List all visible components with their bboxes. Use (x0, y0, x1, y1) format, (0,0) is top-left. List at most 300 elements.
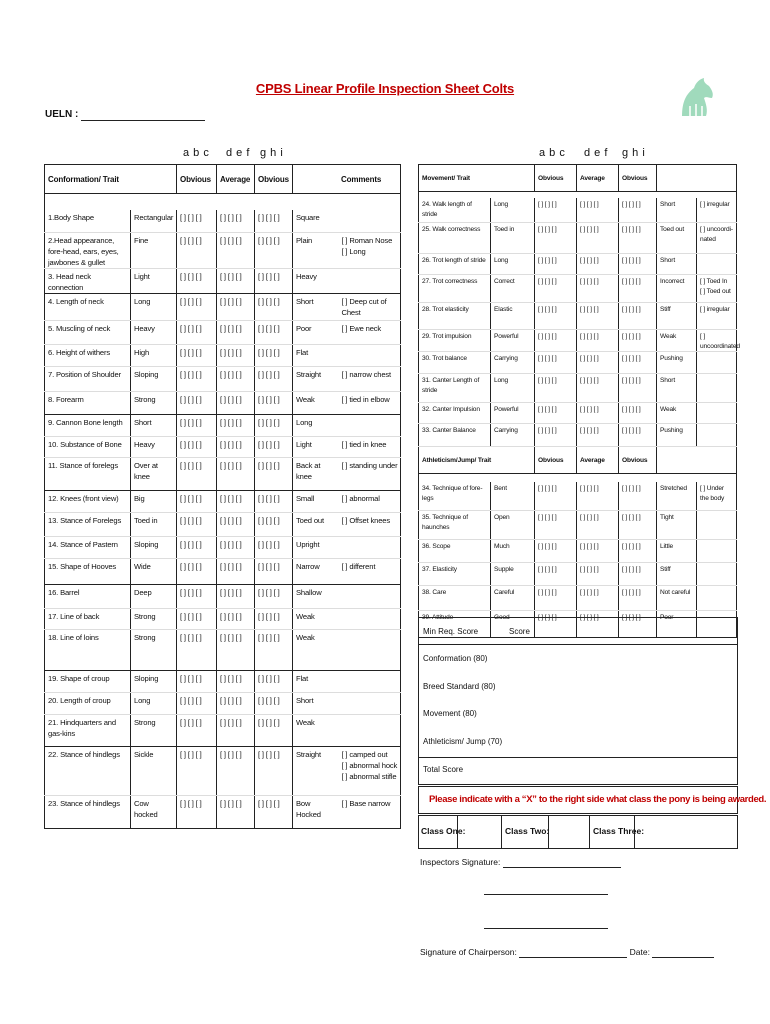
checkbox-group-abc[interactable]: [ ] [ ] [ ] (535, 540, 577, 563)
checkbox-group-def[interactable]: [ ] [ ] [ ] (577, 330, 619, 352)
checkbox-group-abc[interactable]: [ ] [ ] [ ] (177, 796, 217, 829)
conformation-row (45, 415, 401, 437)
checkbox-group-def[interactable]: [ ] [ ] [ ] (577, 254, 619, 275)
checkbox-group-def[interactable]: [ ] [ ] [ ] (217, 233, 255, 269)
checkbox-group-ghi[interactable]: [ ] [ ] [ ] (255, 415, 293, 437)
checkbox-group-def[interactable]: [ ] [ ] [ ] (217, 437, 255, 458)
conformation-row (45, 437, 401, 458)
athleticism-row (419, 511, 737, 540)
pony-logo-icon (676, 76, 718, 118)
checkbox-group-abc[interactable]: [ ] [ ] [ ] (177, 609, 217, 630)
trait-header: Conformation/ Trait (45, 165, 177, 194)
trait-obvious-a: Deep (131, 585, 177, 609)
checkbox-group-ghi[interactable]: [ ] [ ] [ ] (255, 513, 293, 537)
checkbox-group-abc[interactable]: [ ] [ ] [ ] (177, 345, 217, 367)
inspectors-signature[interactable] (420, 857, 621, 868)
obvious-header-g: Obvious (255, 165, 293, 194)
trait-name: 17. Line of back (45, 609, 131, 630)
checkbox-group-abc[interactable]: [ ] [ ] [ ] (177, 747, 217, 796)
checkbox-group-def[interactable]: [ ] [ ] [ ] (577, 303, 619, 330)
trait-comment[interactable] (697, 403, 737, 424)
checkbox-group-ghi[interactable]: [ ] [ ] [ ] (255, 609, 293, 630)
trait-obvious-a: Toed in (491, 223, 535, 254)
checkbox-group-abc[interactable]: [ ] [ ] [ ] (177, 513, 217, 537)
trait-obvious-g: Weak (293, 630, 339, 671)
checkbox-group-ghi[interactable]: [ ] [ ] [ ] (255, 796, 293, 829)
conformation-score[interactable]: Conformation (80) (423, 654, 488, 663)
trait-name: 13. Stance of Forelegs (45, 513, 131, 537)
trait-comment[interactable] (339, 537, 401, 559)
checkbox-group-def[interactable]: [ ] [ ] [ ] (217, 796, 255, 829)
checkbox-group-ghi[interactable]: [ ] [ ] [ ] (619, 198, 657, 223)
page-title: CPBS Linear Profile Inspection Sheet Colts (255, 81, 515, 96)
signature-line-3[interactable] (484, 920, 608, 929)
ueln-label: UELN : (45, 109, 79, 120)
checkbox-group-ghi[interactable]: [ ] [ ] [ ] (619, 611, 657, 638)
trait-name: 30. Trot balance (419, 352, 491, 374)
trait-comment[interactable] (339, 585, 401, 609)
trait-name: 6. Height of withers (45, 345, 131, 367)
checkbox-group-def[interactable]: [ ] [ ] [ ] (577, 352, 619, 374)
checkbox-group-ghi[interactable]: [ ] [ ] [ ] (619, 586, 657, 611)
trait-obvious-a: Wide (131, 559, 177, 585)
trait-comment[interactable]: [ ] irregular (697, 198, 737, 223)
notice-box (418, 786, 767, 814)
trait-comment[interactable] (339, 210, 401, 233)
trait-obvious-a: Strong (131, 609, 177, 630)
checkbox-group-abc[interactable]: [ ] [ ] [ ] (177, 437, 217, 458)
checkbox-group-def[interactable]: [ ] [ ] [ ] (217, 693, 255, 715)
checkbox-group-def[interactable]: [ ] [ ] [ ] (577, 198, 619, 223)
checkbox-group-ghi[interactable]: [ ] [ ] [ ] (255, 715, 293, 747)
checkbox-group-abc[interactable]: [ ] [ ] [ ] (177, 392, 217, 415)
checkbox-group-ghi[interactable]: [ ] [ ] [ ] (619, 275, 657, 303)
class-two-box[interactable] (501, 816, 549, 848)
checkbox-group-def[interactable]: [ ] [ ] [ ] (217, 321, 255, 345)
checkbox-group-def[interactable]: [ ] [ ] [ ] (217, 392, 255, 415)
checkbox-group-abc[interactable]: [ ] [ ] [ ] (177, 269, 217, 294)
checkbox-group-def[interactable]: [ ] [ ] [ ] (577, 275, 619, 303)
checkbox-group-abc[interactable]: [ ] [ ] [ ] (177, 693, 217, 715)
checkbox-group-ghi[interactable]: [ ] [ ] [ ] (619, 374, 657, 403)
trait-obvious-g: Shallow (293, 585, 339, 609)
checkbox-group-def[interactable]: [ ] [ ] [ ] (577, 563, 619, 586)
movement-score[interactable]: Movement (80) (423, 709, 477, 718)
checkbox-group-def[interactable]: [ ] [ ] [ ] (217, 609, 255, 630)
trait-comment[interactable]: [ ] uncoordi-nated (697, 223, 737, 254)
trait-obvious-a: Cow hocked (131, 796, 177, 829)
trait-obvious-a: Sloping (131, 537, 177, 559)
checkbox-group-abc[interactable]: [ ] [ ] [ ] (535, 198, 577, 223)
checkbox-group-ghi[interactable]: [ ] [ ] [ ] (255, 392, 293, 415)
conformation-row (45, 345, 401, 367)
checkbox-group-ghi[interactable]: [ ] [ ] [ ] (619, 403, 657, 424)
checkbox-group-abc[interactable]: [ ] [ ] [ ] (177, 458, 217, 491)
checkbox-group-def[interactable]: [ ] [ ] [ ] (217, 294, 255, 321)
conformation-row (45, 585, 401, 609)
checkbox-group-ghi[interactable]: [ ] [ ] [ ] (255, 585, 293, 609)
trait-comment[interactable] (339, 630, 401, 671)
score-label: Score (509, 627, 530, 636)
checkbox-group-abc[interactable]: [ ] [ ] [ ] (177, 671, 217, 693)
trait-obvious-g: Pushing (657, 352, 697, 374)
chairperson-signature[interactable] (420, 947, 714, 958)
checkbox-group-def[interactable]: [ ] [ ] [ ] (217, 210, 255, 233)
checkbox-group-ghi[interactable]: [ ] [ ] [ ] (619, 223, 657, 254)
trait-obvious-g: Incorrect (657, 275, 697, 303)
trait-comment[interactable] (697, 511, 737, 540)
checkbox-group-def[interactable]: [ ] [ ] [ ] (217, 671, 255, 693)
trait-name: 8. Forearm (45, 392, 131, 415)
trait-obvious-a: Fine (131, 233, 177, 269)
athleticism-score[interactable]: Athleticism/ Jump (70) (423, 737, 503, 746)
trait-comment[interactable]: [ ] uncoordinated (697, 330, 737, 352)
trait-comment[interactable] (339, 693, 401, 715)
trait-name: 11. Stance of forelegs (45, 458, 131, 491)
trait-comment[interactable]: [ ] irregular (697, 303, 737, 330)
trait-comment[interactable] (339, 609, 401, 630)
athleticism-header-row (419, 447, 737, 474)
trait-obvious-g: Weak (657, 403, 697, 424)
ueln-line (81, 109, 205, 121)
trait-name: 21. Hindquarters and gas-kins (45, 715, 131, 747)
checkbox-group-def[interactable]: [ ] [ ] [ ] (577, 223, 619, 254)
checkbox-group-abc[interactable]: [ ] [ ] [ ] (535, 254, 577, 275)
left-letters-ghi: g h i (260, 147, 284, 159)
class-two-label: Class Two: (505, 826, 550, 836)
trait-obvious-g: Poor (657, 611, 697, 638)
checkbox-group-ghi[interactable]: [ ] [ ] [ ] (255, 559, 293, 585)
trait-name: 25. Walk correctness (419, 223, 491, 254)
trait-name: 9. Cannon Bone length (45, 415, 131, 437)
trait-obvious-g: Weak (293, 609, 339, 630)
conformation-row (45, 559, 401, 585)
checkbox-group-abc[interactable]: [ ] [ ] [ ] (535, 611, 577, 638)
trait-obvious-g: Light (293, 437, 339, 458)
trait-obvious-g: Short (657, 198, 697, 223)
trait-name: 23. Stance of hindlegs (45, 796, 131, 829)
conformation-row (45, 321, 401, 345)
signature-line-1 (503, 857, 621, 868)
trait-obvious-a: Supple (491, 563, 535, 586)
trait-comment[interactable] (697, 254, 737, 275)
checkbox-group-ghi[interactable]: [ ] [ ] [ ] (619, 352, 657, 374)
checkbox-group-abc[interactable]: [ ] [ ] [ ] (535, 511, 577, 540)
class-one-box[interactable] (419, 816, 466, 848)
checkbox-group-abc[interactable]: [ ] [ ] [ ] (535, 424, 577, 447)
checkbox-group-def[interactable]: [ ] [ ] [ ] (577, 482, 619, 511)
athleticism-obvious-header-a: Obvious (535, 447, 577, 474)
movement-average-header: Average (577, 165, 619, 192)
checkbox-group-ghi[interactable]: [ ] [ ] [ ] (619, 303, 657, 330)
trait-obvious-a: Correct (491, 275, 535, 303)
checkbox-group-abc[interactable]: [ ] [ ] [ ] (535, 374, 577, 403)
trait-name: 7. Position of Shoulder (45, 367, 131, 392)
trait-obvious-a: Bent (491, 482, 535, 511)
checkbox-group-ghi[interactable]: [ ] [ ] [ ] (619, 254, 657, 275)
checkbox-group-abc[interactable]: [ ] [ ] [ ] (535, 482, 577, 511)
movement-row (419, 254, 737, 275)
comments-header: Comments (293, 165, 401, 194)
checkbox-group-ghi[interactable]: [ ] [ ] [ ] (619, 563, 657, 586)
trait-comment[interactable] (339, 345, 401, 367)
athleticism-trait-header: Athleticism/Jump/ Trait (419, 447, 535, 474)
class-three-box[interactable] (589, 816, 645, 848)
trait-obvious-g: Short (657, 254, 697, 275)
trait-comment[interactable]: [ ] abnormal (339, 491, 401, 513)
trait-comment[interactable]: [ ] tied in knee (339, 437, 401, 458)
trait-comment[interactable]: [ ] different (339, 559, 401, 585)
trait-name: 10. Substance of Bone (45, 437, 131, 458)
trait-comment[interactable] (697, 586, 737, 611)
movement-obvious-header-g: Obvious (619, 165, 657, 192)
trait-obvious-g: Little (657, 540, 697, 563)
athleticism-row (419, 482, 737, 511)
checkbox-group-abc[interactable]: [ ] [ ] [ ] (535, 303, 577, 330)
checkbox-group-ghi[interactable]: [ ] [ ] [ ] (255, 367, 293, 392)
signature-line-2[interactable] (484, 886, 608, 895)
trait-name: 26. Trot length of stride (419, 254, 491, 275)
trait-name: 39. Attitude (419, 611, 491, 638)
movement-row (419, 403, 737, 424)
trait-name: 15. Shape of Hooves (45, 559, 131, 585)
trait-comment[interactable] (697, 424, 737, 447)
trait-obvious-a: Carrying (491, 352, 535, 374)
spacer-row (419, 474, 737, 483)
trait-comment[interactable]: [ ] Under the body (697, 482, 737, 511)
trait-comment[interactable]: [ ] Ewe neck (339, 321, 401, 345)
trait-obvious-a: Sloping (131, 367, 177, 392)
checkbox-group-ghi[interactable]: [ ] [ ] [ ] (255, 537, 293, 559)
conformation-row (45, 294, 401, 321)
trait-obvious-a: Long (131, 294, 177, 321)
checkbox-group-def[interactable]: [ ] [ ] [ ] (577, 403, 619, 424)
checkbox-group-ghi[interactable]: [ ] [ ] [ ] (255, 210, 293, 233)
conformation-row (45, 609, 401, 630)
trait-obvious-g: Plain (293, 233, 339, 269)
checkbox-group-def[interactable]: [ ] [ ] [ ] (217, 491, 255, 513)
trait-obvious-g: Poor (293, 321, 339, 345)
trait-name: 27. Trot correctness (419, 275, 491, 303)
trait-comment[interactable]: [ ] tied in elbow (339, 392, 401, 415)
conformation-row (45, 513, 401, 537)
trait-comment[interactable]: [ ] Base narrow (339, 796, 401, 829)
checkbox-group-abc[interactable]: [ ] [ ] [ ] (535, 586, 577, 611)
checkbox-group-def[interactable]: [ ] [ ] [ ] (577, 611, 619, 638)
checkbox-group-abc[interactable]: [ ] [ ] [ ] (535, 330, 577, 352)
movement-row (419, 275, 737, 303)
trait-obvious-a: Heavy (131, 321, 177, 345)
date-line (652, 947, 714, 958)
trait-obvious-g: Upright (293, 537, 339, 559)
trait-name: 2.Head appearance, fore-head, ears, eyes, jawbones & gullet (45, 233, 131, 269)
checkbox-group-def[interactable]: [ ] [ ] [ ] (217, 345, 255, 367)
class-notice: Please indicate with a “X” to the right side what class the pony is being awarded. (429, 794, 767, 805)
checkbox-group-def[interactable]: [ ] [ ] [ ] (217, 747, 255, 796)
checkbox-group-def[interactable]: [ ] [ ] [ ] (217, 415, 255, 437)
trait-name: 24. Walk length of stride (419, 198, 491, 223)
conformation-row (45, 491, 401, 513)
trait-obvious-a: Toed in (131, 513, 177, 537)
trait-comment[interactable]: [ ] standing under (339, 458, 401, 491)
trait-obvious-g: Toed out (293, 513, 339, 537)
trait-comment[interactable] (339, 715, 401, 747)
checkbox-group-abc[interactable]: [ ] [ ] [ ] (535, 403, 577, 424)
ueln-field[interactable] (45, 109, 205, 121)
trait-obvious-a: Open (491, 511, 535, 540)
trait-obvious-a: Long (491, 374, 535, 403)
checkbox-group-ghi[interactable]: [ ] [ ] [ ] (619, 330, 657, 352)
checkbox-group-ghi[interactable]: [ ] [ ] [ ] (255, 233, 293, 269)
trait-obvious-g: Narrow (293, 559, 339, 585)
checkbox-group-ghi[interactable]: [ ] [ ] [ ] (619, 424, 657, 447)
trait-obvious-g: Long (293, 415, 339, 437)
trait-obvious-a: Carrying (491, 424, 535, 447)
checkbox-group-ghi[interactable]: [ ] [ ] [ ] (619, 482, 657, 511)
checkbox-group-def[interactable]: [ ] [ ] [ ] (217, 559, 255, 585)
trait-obvious-g: Short (657, 374, 697, 403)
checkbox-group-ghi[interactable]: [ ] [ ] [ ] (255, 747, 293, 796)
trait-obvious-g: Weak (657, 330, 697, 352)
trait-obvious-a: Strong (131, 630, 177, 671)
athleticism-row (419, 586, 737, 611)
checkbox-group-def[interactable]: [ ] [ ] [ ] (577, 424, 619, 447)
checkbox-group-abc[interactable]: [ ] [ ] [ ] (177, 715, 217, 747)
checkbox-group-abc[interactable]: [ ] [ ] [ ] (177, 321, 217, 345)
checkbox-group-ghi[interactable]: [ ] [ ] [ ] (255, 294, 293, 321)
checkbox-group-abc[interactable]: [ ] [ ] [ ] (177, 294, 217, 321)
trait-obvious-a: Strong (131, 715, 177, 747)
trait-obvious-g: Toed out (657, 223, 697, 254)
total-score[interactable]: Total Score (423, 765, 464, 774)
chairperson-signature-label: Signature of Chairperson: (420, 947, 517, 957)
checkbox-group-ghi[interactable]: [ ] [ ] [ ] (255, 491, 293, 513)
checkbox-group-ghi[interactable]: [ ] [ ] [ ] (255, 693, 293, 715)
trait-obvious-g: Square (293, 210, 339, 233)
trait-obvious-g: Stiff (657, 303, 697, 330)
checkbox-group-abc[interactable]: [ ] [ ] [ ] (535, 563, 577, 586)
trait-comment[interactable]: [ ] camped out [ ] abnormal hock [ ] abnormal stifle (339, 747, 401, 796)
checkbox-group-abc[interactable]: [ ] [ ] [ ] (177, 491, 217, 513)
trait-name: 22. Stance of hindlegs (45, 747, 131, 796)
checkbox-group-def[interactable]: [ ] [ ] [ ] (577, 374, 619, 403)
athleticism-row (419, 563, 737, 586)
checkbox-group-abc[interactable]: [ ] [ ] [ ] (177, 415, 217, 437)
trait-obvious-g: Tight (657, 511, 697, 540)
checkbox-group-abc[interactable]: [ ] [ ] [ ] (535, 275, 577, 303)
checkbox-group-def[interactable]: [ ] [ ] [ ] (577, 540, 619, 563)
movement-row (419, 352, 737, 374)
checkbox-group-ghi[interactable]: [ ] [ ] [ ] (255, 630, 293, 671)
trait-obvious-g: Short (293, 294, 339, 321)
trait-name: 18. Line of loins (45, 630, 131, 671)
trait-obvious-a: Over at knee (131, 458, 177, 491)
trait-obvious-a: Heavy (131, 437, 177, 458)
trait-comment[interactable] (697, 540, 737, 563)
trait-name: 28. Trot elasticity (419, 303, 491, 330)
trait-comment[interactable]: [ ] narrow chest (339, 367, 401, 392)
trait-obvious-g: Weak (293, 392, 339, 415)
checkbox-group-abc[interactable]: [ ] [ ] [ ] (177, 630, 217, 671)
trait-name: 34. Technique of fore-legs (419, 482, 491, 511)
conformation-row (45, 233, 401, 269)
trait-name: 4. Length of neck (45, 294, 131, 321)
checkbox-group-abc[interactable]: [ ] [ ] [ ] (177, 367, 217, 392)
conformation-row (45, 796, 401, 829)
trait-name: 36. Scope (419, 540, 491, 563)
trait-obvious-a: Light (131, 269, 177, 294)
trait-comment[interactable] (339, 269, 401, 294)
conformation-row (45, 715, 401, 747)
trait-obvious-a: Rectangular (131, 210, 177, 233)
checkbox-group-ghi[interactable]: [ ] [ ] [ ] (255, 458, 293, 491)
movement-row (419, 330, 737, 352)
checkbox-group-abc[interactable]: [ ] [ ] [ ] (177, 559, 217, 585)
checkbox-group-def[interactable]: [ ] [ ] [ ] (217, 537, 255, 559)
trait-obvious-a: Sickle (131, 747, 177, 796)
checkbox-group-abc[interactable]: [ ] [ ] [ ] (177, 537, 217, 559)
checkbox-group-ghi[interactable]: [ ] [ ] [ ] (255, 321, 293, 345)
checkbox-group-def[interactable]: [ ] [ ] [ ] (217, 585, 255, 609)
checkbox-group-ghi[interactable]: [ ] [ ] [ ] (619, 540, 657, 563)
checkbox-group-def[interactable]: [ ] [ ] [ ] (217, 513, 255, 537)
trait-name: 19. Shape of croup (45, 671, 131, 693)
trait-obvious-g: Bow Hocked (293, 796, 339, 829)
trait-name: 32. Canter Impulsion (419, 403, 491, 424)
checkbox-group-abc[interactable]: [ ] [ ] [ ] (535, 223, 577, 254)
trait-obvious-a: Much (491, 540, 535, 563)
trait-comment[interactable]: [ ] Deep cut of Chest (339, 294, 401, 321)
trait-comment[interactable]: [ ] Offset knees (339, 513, 401, 537)
checkbox-group-ghi[interactable]: [ ] [ ] [ ] (619, 511, 657, 540)
trait-comment[interactable] (339, 671, 401, 693)
checkbox-group-ghi[interactable]: [ ] [ ] [ ] (255, 671, 293, 693)
checkbox-group-def[interactable]: [ ] [ ] [ ] (217, 458, 255, 491)
trait-obvious-g: Heavy (293, 269, 339, 294)
checkbox-group-def[interactable]: [ ] [ ] [ ] (217, 269, 255, 294)
trait-obvious-g: Weak (293, 715, 339, 747)
trait-obvious-a: Long (491, 198, 535, 223)
breed-standard-score[interactable]: Breed Standard (80) (423, 682, 496, 691)
movement-table (418, 164, 740, 638)
checkbox-group-def[interactable]: [ ] [ ] [ ] (217, 715, 255, 747)
class-row (418, 815, 738, 849)
trait-comment[interactable] (697, 563, 737, 586)
checkbox-group-abc[interactable]: [ ] [ ] [ ] (177, 233, 217, 269)
checkbox-group-abc[interactable]: [ ] [ ] [ ] (535, 352, 577, 374)
trait-name: 38. Care (419, 586, 491, 611)
checkbox-group-ghi[interactable]: [ ] [ ] [ ] (255, 269, 293, 294)
athleticism-average-header: Average (577, 447, 619, 474)
trait-name: 37. Elasticity (419, 563, 491, 586)
trait-obvious-g: Short (293, 693, 339, 715)
checkbox-group-ghi[interactable]: [ ] [ ] [ ] (255, 345, 293, 367)
checkbox-group-abc[interactable]: [ ] [ ] [ ] (177, 585, 217, 609)
checkbox-group-def[interactable]: [ ] [ ] [ ] (217, 367, 255, 392)
trait-comment[interactable]: [ ] Roman Nose [ ] Long (339, 233, 401, 269)
checkbox-group-def[interactable]: [ ] [ ] [ ] (217, 630, 255, 671)
checkbox-group-ghi[interactable]: [ ] [ ] [ ] (255, 437, 293, 458)
trait-obvious-a: Long (131, 693, 177, 715)
checkbox-group-def[interactable]: [ ] [ ] [ ] (577, 586, 619, 611)
checkbox-group-def[interactable]: [ ] [ ] [ ] (577, 511, 619, 540)
trait-comment[interactable] (697, 374, 737, 403)
checkbox-group-abc[interactable]: [ ] [ ] [ ] (177, 210, 217, 233)
conformation-row (45, 693, 401, 715)
trait-comment[interactable] (339, 415, 401, 437)
trait-comment[interactable] (697, 352, 737, 374)
trait-comment[interactable]: [ ] Toed In [ ] Toed out (697, 275, 737, 303)
